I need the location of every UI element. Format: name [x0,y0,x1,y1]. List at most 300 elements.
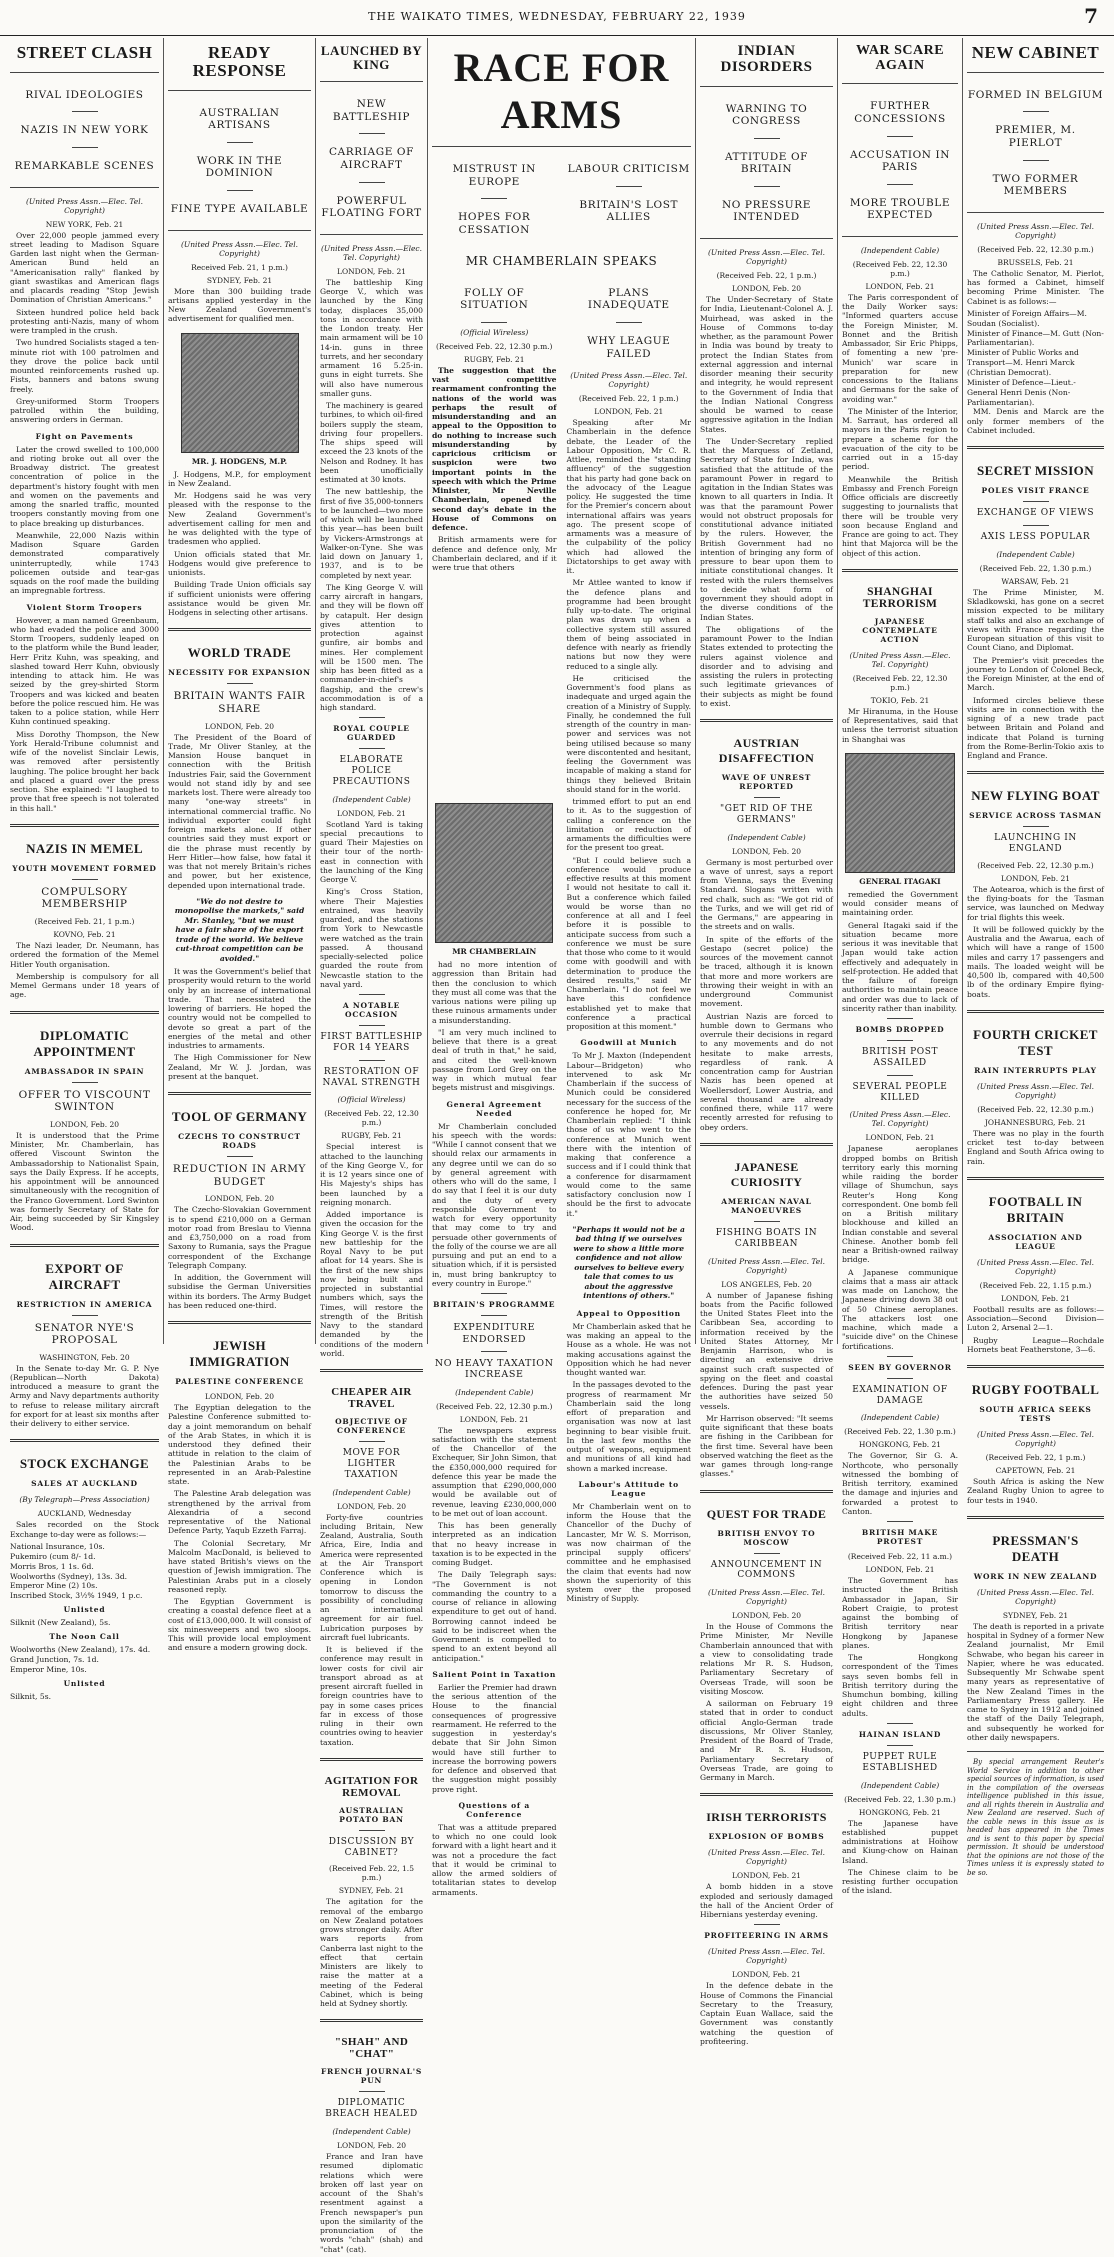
dateline: LONDON, Feb. 21 [336,808,407,818]
headline-pressmans-death: PRESSMAN'S DEATH [992,1532,1079,1564]
column-1 [6,38,164,1701]
dateline: AUCKLAND, Wednesday [37,1509,132,1519]
subhead: NO PRESSURE INTENDED [722,198,811,224]
paragraph: This has been generally interpreted as an indication that no heavy increase in taxation is to be expected in the coming Budget. [432,1521,557,1568]
subhead: BRITISH MAKE PROTEST [861,1528,939,1547]
subhead: SALES AT AUCKLAND [31,1479,138,1489]
paragraph: The Governor, Sir G. A. Northcote, who personally witnessed the bombing of British territory, examined the damage and injuries and forwarded a protest to Canton. [842,1451,958,1516]
dateline: LONDON, Feb. 21 [865,1133,935,1143]
dateline: WARSAW, Feb. 21 [1001,576,1070,586]
subhead: BRITISH ENVOY TO MOSCOW [717,1528,816,1547]
received-line: (Received Feb. 22, 1.15 p.m.) [979,1280,1092,1290]
headline-world-trade: WORLD TRADE [187,645,292,661]
subhead: AUSTRALIAN POTATO BAN [339,1805,404,1824]
subhead: WORK IN THE DOMINION [196,154,283,180]
paragraph: Later the crowd swelled to 100,000 and rioting broke out all over the Broadway district. The greatest concentration of police in the department's history fought with men and women on the pavements and among the snarled traffic, mounted troopers constantly moving from one to place breaking up disturbances. [10,444,159,528]
subhead: FIRST BATTLESHIP FOR 14 YEARS [320,1032,423,1054]
headline-irish-terrorists: IRISH TERRORISTS [706,1810,827,1825]
subhead: BOMBS DROPPED [855,1025,945,1035]
paragraph: He criticised the Government's food plans as inadequate and urged again the creation of a Ministry of Supply. Finally, he condemned the full strength of the country in man-power and services was not being utilised because so many were discontented and hesitant, feeling the Government was incapable of making a stand for things they believed Britain should stand for in the world. [566,673,691,794]
paragraph: Japanese aeroplanes dropped bombs on British territory early this morning while raiding the border village of Shumchun, says Reuter's Hong Kong correspondent. One bomb fell on a British military blockhouse and killed an Indian constable and several Chinese. Another bomb fell near a British-owned railway bridge. [842,1144,958,1265]
dateline: LONDON, Feb. 20 [731,846,802,856]
headline-race-for-arms: RACE FOR ARMS [453,45,670,137]
subhead: RAIN INTERRUPTS PLAY [974,1065,1097,1075]
subhead: POWERFUL FLOATING FORT [321,194,422,220]
subhead: BRITAIN WANTS FAIR SHARE [173,690,306,715]
paragraph: It is believed if the conference may result in lower costs for civil air transport abroad as at present aircraft fuelled in foreign countries have to pay in some cases prices far in excess of those ruling in their own countries owing to heavier taxation. [320,1645,423,1747]
paragraph: Sixteen hundred police held back protesting anti-Nazis, many of whom were trampled in the crush. [10,307,159,336]
paragraph: The Government has instructed the British Ambassador in Japan, Sir Robert Craigie, to protest against the bombing of British territory near Hongkong by Japanese planes. [842,1576,958,1650]
stock-line: Grand Junction, 7s. 1d. [10,1654,99,1664]
paragraph: Forty-five countries including Britain, New Zealand, Australia, South Africa, Eire, India and America were represented at the Air Transport Conference which is opening in London tomorrow to discuss the possibility of concluding an international agreement for air fuel. Lubrication purposes by aircraft fuel lubricants. [320,1512,423,1642]
paragraph: The Palestine Arab delegation was strengthened by the arrival from Alexandria of a second representative of the National Defence Party, Yaqub Ezzeth Farraj. [168,1489,311,1536]
cabinet-line: Minister of Defence—Lieut.-General Henri Denis (Non-Parliamentarian). [967,377,1076,407]
photo-caption: MR CHAMBERLAIN [452,947,537,957]
received-line: (Received Feb. 22, 1.30 p.m.) [844,1794,956,1804]
paragraph: The Aotearoa, which is the first of the flying-boats for the Tasman service, was launched on Medway for trial flights this week. [967,884,1104,922]
subhead: DISCUSSION BY CABINET? [328,1836,415,1858]
subhead: WAVE OF UNREST REPORTED [721,773,812,792]
credit-line: (United Press Assn.—Elec. Tel. Copyright) [976,1430,1094,1449]
headline-agitation-for-removal: AGITATION FOR REMOVAL [324,1774,419,1799]
dateline: SYDNEY, Feb. 21 [1002,1610,1069,1620]
received-line: (Received Feb. 22, 1.5 p.m.) [329,1864,414,1883]
newspaper-title: THE WAIKATO TIMES, WEDNESDAY, FEBRUARY 22, 1939 [368,10,746,23]
paragraph: Sales recorded on the Stock Exchange to-day were as follows:— [10,1520,159,1539]
paragraph: The President of the Board of Trade, Mr Oliver Stanley, at the Mansion House banquet in connection with the British Industries Fair, said the Government would not stand idly by and see markets lost. There were already too many "one-way streets" in international commercial traffic. No individual exporter could fight foreign markets alone. If other countries said they must export or die the phrase must recently by Herr Hitler—how false, how fatal it was that not merely Britain's riches and power, but her existence, depended upon international trade. [168,732,311,890]
headline-shanghai-terrorism: SHANGHAI TERRORISM [862,585,938,610]
received-line: Received Feb. 21, 1 p.m.) [191,262,288,272]
credit-line: (Independent Cable) [860,245,940,255]
received-line: (Received Feb. 22, 12.30 p.m.) [977,1104,1094,1114]
subhead: OBJECTIVE OF CONFERENCE [335,1417,408,1436]
dateline: SYDNEY, Feb. 21 [206,275,273,285]
dateline: LONDON, Feb. 21 [731,1871,802,1881]
subhead: POLES VISIT FRANCE [981,486,1090,496]
dateline: LONDON, Feb. 21 [336,266,407,276]
received-line: (Received Feb. 22, 1 p.m.) [578,394,679,404]
subhead: EXAMINATION OF DAMAGE [852,1384,948,1406]
received-line: (Received Feb. 21, 1 p.m.) [34,917,135,927]
subhead: RESTORATION OF NAVAL STRENGTH [322,1066,421,1088]
received-line: (Received Feb. 22, 12.30 p.m.) [436,341,553,351]
credit-line: (Independent Cable) [996,549,1075,559]
headline-new-cabinet: NEW CABINET [971,43,1100,62]
stock-line: Pukemiro (cum 8/- 1d. [10,1551,96,1561]
stock-line: Emperor Mine, 10s. [10,1664,87,1674]
dateline: LONDON, Feb. 21 [459,1414,529,1424]
dateline: LONDON, Feb. 20 [204,721,275,731]
dateline: LONDON, Feb. 20 [336,1501,407,1511]
paragraph: The death is reported in a private hospital in Sydney of a former New Zealand journalist, Mr Emil Schwabe, who began his career in Napier, where he was educated. Subsequently Mr Schwabe spent many years as representative of the New Zealand Times in the Parliamentary Press gallery. He came to Sydney in 1912 and joined the staff of the Daily Telegraph, and subsequently he worked for other daily newspapers. [967,1621,1104,1742]
paragraph: The Prime Minister, M. Skladkowski, has gone on a secret mission expected to be military staff talks and also an exchange of views with France regarding the European situation of this visit to Count Ciano, and Diplomat. [967,587,1104,653]
paragraph: Mr Harrison observed: "It seems quite significant that these boats are fishing in the Caribbean for the first time. Several have been observed watching the fleet as the war games through long-range glasses." [700,1413,833,1479]
credit-line: (Independent Cable) [332,2127,411,2136]
dateline: WASHINGTON, Feb. 20 [39,1352,130,1362]
paragraph: That was a attitude prepared to which no one could look forward with a light heart and it was not a procedure the fact that it would be criminal to allow the armed soldiers of totalitarian states to develop armaments. [432,1822,557,1897]
subhead: SEEN BY GOVERNOR [848,1362,952,1372]
dateline: HONGKONG, Feb. 21 [858,1807,942,1817]
paragraph: The High Commissioner for New Zealand, Mr W. J. Jordan, was present at the banquet. [168,1053,311,1081]
section-subhead: Fight on Pavements [35,431,134,441]
paragraph: British armaments were for defence and defence only, Mr Chamberlain declared, and if it were true that others [432,535,557,573]
credit-line: (Independent Cable) [332,794,411,804]
headline-ready-response: READY RESPONSE [192,43,287,80]
section-subhead: Appeal to Opposition [576,1308,681,1318]
paragraph: Miss Dorothy Thompson, the New York Herald-Tribune columnist and wife of the novelist Sinclair Lewis, was removed after persistently laughing. The police brought her back and placed a guard over the press section. She explained: "I laughed to prove that free speech is not tolerated in this hall." [10,729,159,813]
paragraph: Mr Chamberlain concluded his speech with the words: "While I cannot consent that we should relax our armaments in any degree until we can do so by general agreement with others who will do the same, I do say that I feel it is our duty and the duty of every responsible Government to watch for every opportunity that may come to try and persuade other governments of the folly of the course we are all pursuing and put an end to a situation which, if it is persisted in, must bring bankruptcy to every country in Europe." [432,1121,557,1288]
subhead: NECESSITY FOR EXPANSION [168,668,311,678]
paragraph: Membership is compulsory for all Memel Germans under 18 years of age. [10,971,159,1000]
headline-japanese-curiosity: JAPANESE CURIOSITY [730,1159,803,1189]
credit-line: (United Press Assn.—Elec. Tel. Copyright) [976,221,1094,240]
headline-nazis-memel: NAZIS IN MEMEL [26,840,143,856]
subhead: FORMED IN BELGIUM [967,88,1104,101]
paragraph: Speaking after Mr Chamberlain in the defence debate, the Leader of the Labour Opposition, Mr C. R. Attlee, reminded the "standing affluency" of the suggestion that his party had gone back on the advocacy of the League policy. He suggested the time for the Premier's concern about international affairs was years ago. The present scope of armaments was a measure of the culpability of the policy which had allowed the Dictatorships to get away with it. [566,418,691,576]
subhead: EXPENDITURE ENDORSED [453,1322,536,1345]
paragraph: Informed circles believe these visits are in connection with the signing of a new trade pact between Britain and Poland and indicate that Poland is turning from the Rome-Berlin-Tokio axis to England and France. [967,695,1104,760]
paragraph: The Nazi leader, Dr. Neumann, has ordered the formation of the Memel Hitler Youth organisation. [10,941,159,969]
cabinet-line: Minister of Foreign Affairs—M. Soudan (Socialist). [967,308,1087,328]
dateline: JOHANNESBURG, Feb. 21 [984,1117,1087,1127]
credit-line: (Official Wireless) [337,1095,406,1105]
headline-football-in-britain: FOOTBALL IN BRITAIN [988,1193,1083,1225]
subhead: OFFER TO VISCOUNT SWINTON [18,1088,151,1114]
section-subhead: Goodwill at Munich [580,1038,678,1048]
paragraph: The Colonial Secretary, Mr Malcolm MacDonald, is believed to have stated British's views on the question of Jewish immigration. The Palestinian Arabs put in a closely reasoned reply. [168,1538,311,1594]
credit-line: (United Press Assn.—Elec. Tel. Copyright) [849,650,951,669]
paragraph: Two hundred Socialists staged a ten-minute riot with 100 patrolmen and they drove the police back until mounted reinforcements rushed up. Fists, banners and batons swung freely. [10,338,159,394]
subhead: FISHING BOATS IN CARIBBEAN [715,1227,818,1249]
subhead: FURTHER CONCESSIONS [854,100,946,125]
dateline: LONDON, Feb. 20 [731,1611,802,1621]
headline-tool-of-germany: TOOL OF GERMANY [171,1109,308,1125]
credit-line: (Official Wireless) [460,327,529,337]
subhead: ELABORATE POLICE PRECAUTIONS [332,755,411,787]
received-line: (Received Feb. 22, 1 p.m.) [985,1453,1086,1463]
paragraph: Austrian Nazis are forced to humble down to Germans who overrule their decisions in regard to any movements and do not hesitate to make arrests, regardless of rank. A concentration camp for Austrian Nazis has been opened at Woellersdorf, Lower Austria, and several thousand are already confined there, while 117 were recently arrested for refusing to obey orders. [700,1011,833,1132]
column-4-lead-story [428,38,696,1897]
subhead: EXPLOSION OF BOMBS [708,1832,825,1842]
paragraph: The Premier's visit precedes the journey to London of Colonel Beck, the Foreign Minister, at the end of March. [967,655,1104,693]
paragraph: Football results are as follows:— Association—Second Division—Luton 2, Arsenal 2—1. [967,1304,1104,1333]
paragraph: MM. Denis and Marck are the only former members of the Cabinet included. [967,407,1104,435]
paragraph: Grey-uniformed Storm Troopers patrolled within the building, answering orders in German. [10,396,159,425]
dateline: CAPETOWN, Feb. 21 [995,1466,1076,1476]
paragraph: In the defence debate in the House of Commons the Financial Secretary to the Treasury, Captain Euan Wallace, said the Government was constantly watching the question of profiteering. [700,1981,833,2046]
headline-indian-disorders: INDIAN DISORDERS [720,43,813,75]
column-5 [696,38,838,2046]
headline-launched-by-king: LAUNCHED BY KING [320,43,423,72]
paragraph: France and Iran have resumed diplomatic relations which were broken off last year on account of the Shah's resentment against a French newspaper's pun upon the similarity of the pronunciation of the words "chah" (shah) and "chat" (cat). [320,2152,423,2254]
subhead: LAUNCHING IN ENGLAND [994,833,1077,855]
dateline: LONDON, Feb. 20 [336,2141,407,2150]
credit-line: (United Press Assn.—Elec. Tel. Copyright) [707,248,825,267]
credit-line: (United Press Assn.—Elec. Tel. Copyright) [976,1587,1094,1606]
paragraph: The Chinese claim to be resisting further occupation of the island. [842,1867,958,1896]
credit-line: (United Press Assn.—Elec. Tel. Copyright) [180,239,298,258]
stock-line: Silknit (New Zealand), 5s. [10,1618,111,1628]
paragraph: Earlier the Premier had drawn the serious attention of the House to the financial consequences of progressive rearmament. He referred to the suggestion in yesterday's debate that Sir John Simon would have still further to increase the borrowing powers for defence and observed that the suggestion might possibly prove right. [432,1682,557,1794]
paragraph: Mr Hiranuma, in the House of Representatives, said that unless the terrorist situation in Shanghai was [842,706,958,744]
dateline: LOS ANGELES, Feb. 20 [721,1279,812,1289]
headline-austrian-disaffection: AUSTRIAN DISAFFECTION [718,736,815,766]
subhead: REDUCTION IN ARMY BUDGET [172,1163,307,1188]
paragraph: Mr. Hodgens said he was very pleased with the response to the New Zealand Government's advertisement calling for men and he was delighted with the type of tradesmen who applied. [168,491,311,547]
pull-quote: "We do not desire to monopolise the markets," said Mr. Stanley, "but we must have a fair share of the export trade of the world. We believe cut-throat competition can be avoided." [174,896,305,963]
paragraph: The Hongkong correspondent of the Times says seven bombs fell in British territory during the Shumchun bombing, killing eight children and three adults. [842,1653,958,1718]
subhead: DIPLOMATIC BREACH HEALED [325,2098,418,2120]
subhead: RIVAL IDEOLOGIES [25,88,144,101]
headline-quest-for-trade: QUEST FOR TRADE [706,1506,827,1521]
dateline: LONDON, Feb. 21 [594,407,664,417]
paragraph: A Japanese communique claims that a mass air attack was made on Lanchow, the Japanese driving down 38 out of 50 Chinese aeroplanes. The attackers lost one machine, which made a "suicide dive" on the Chinese fortifications. [842,1267,958,1351]
subhead: CZECHS TO CONSTRUCT ROADS [178,1132,301,1151]
paragraph: The Czecho-Slovakian Government is to spend £210,000 on a German motor road from Breslau to Vienna and £3,750,000 on a road from Saxony to Rumania, says the Prague correspondent of the Exchange Telegraph Company. [168,1205,311,1270]
paragraph: Over 22,000 people jammed every street leading to Madison Square Garden last night when the German-American Bund held an "Americanisation rally" flanked by giant swastikas and American flags and placards reading "Stop Jewish Domination of Christian Americans." [10,230,159,305]
cabinet-line: Minister of Finance—M. Gutt (Non-Parliamentarian). [967,328,1104,348]
paragraph: remedied the Government would consider means of maintaining order. [842,889,958,918]
paragraph: Rugby League—Rochdale Hornets beat Featherstone, 3—6. [967,1335,1104,1354]
subhead: PROFITEERING IN ARMS [704,1931,829,1941]
paragraph: "I am very much inclined to believe that there is a great deal of truth in that," he said, and cited the well-known passage from Lord Grey on the way in which mutual fear begets mistrust and misgivings. [432,1027,557,1093]
subhead: WARNING TO CONGRESS [725,102,808,128]
section-subhead: General Agreement Needed [446,1099,542,1118]
chamberlain-photo [435,803,553,943]
credit-line: (Independent Cable) [860,1413,940,1423]
dateline: LONDON, Feb. 21 [865,281,935,291]
subhead: LABOUR CRITICISM [567,163,690,175]
subhead: JAPANESE CONTEMPLATE ACTION [862,616,938,644]
lead-subheads [432,153,691,244]
paragraph: Mr Chamberlain went on to inform the House that the Chancellor of the Duchy of Lancaster, Mr W. S. Morrison, was now chairman of the principal supply officers' committee and he emphasised the claim that events had now shown the superiority of this system over the proposed Ministry of Supply. [566,1501,691,1604]
lead-body-top [432,277,691,797]
subhead: AMERICAN NAVAL MANOEUVRES [721,1196,812,1215]
itagaki-photo [845,753,955,873]
masthead [0,0,1114,36]
paragraph: Special interest is attached to the launching of the King George V., for it is 12 years since one of His Majesty's ships has been launched by a reigning monarch. [320,1142,423,1207]
headline-fourth-cricket-test: FOURTH CRICKET TEST [973,1026,1098,1058]
received-line: (Received Feb. 22, 12.30 p.m.) [852,673,948,692]
credit-line: (Independent Cable) [332,1487,411,1497]
paragraph: The Egyptian delegation to the Palestine Conference submitted to-day a joint memorandum on behalf of the Arab States, in which it is understood they defined their attitude in relation to the claim of the Palestinian Arabs to be represented in an Arab-Palestine state. [168,1403,311,1487]
credit-line: (United Press Assn.—Elec. Tel. Copyright) [707,1947,825,1966]
subhead: ATTITUDE OF BRITAIN [724,150,809,176]
section-subhead: Salient Point in Taxation [432,1669,557,1679]
paragraph: Union officials stated that Mr. Hodgens would give preference to unionists. [168,549,311,578]
subhead: PREMIER, M. PIERLOT [995,124,1076,150]
section-subhead: Questions of a Conference [458,1800,530,1819]
section-subhead: Unlisted [63,1605,106,1615]
credit-line: (United Press Assn.—Elec. Tel. Copyright) [321,243,422,262]
dateline: HONGKONG, Feb. 21 [858,1440,942,1450]
paragraph: Added importance is given the occasion for the King George V. is the first new battleship for the Royal Navy to be put afloat for 14 years. She is the first of the new ships now being built and projected in substantial numbers which, says the Times, will restore the strength of the British Navy to the standard demanded by the conditions of the modern world. [320,1210,423,1358]
column-7 [963,38,1108,1877]
paragraph: South Africa is asking the New Zealand Rugby Union to agree to four tests in 1940. [967,1477,1104,1505]
credit-line: (By Telegraph—Press Association) [19,1495,150,1505]
subhead: COMPULSORY MEMBERSHIP [41,885,128,911]
paragraph: J. Hodgens, M.P., for employment in New Zealand. [168,469,311,488]
paragraph: The new battleship, the first of five 35,000-tonners to be launched—two more of which will be launched this year—has been built by Vickers-Armstrongs at Walker-on-Tyne. She was laid down on January 1, 1937, and is to be completed by next year. [320,487,423,580]
subhead: MOVE FOR LIGHTER TAXATION [342,1448,401,1480]
credit-line: (United Press Assn.—Elec. Tel. Copyright) [976,1257,1094,1276]
subhead: BRITAIN'S LOST ALLIES [579,198,679,224]
subhead: BRITISH POST ASSAILED [861,1047,939,1068]
dateline: RUGBY, Feb. 21 [464,354,525,364]
headline-secret-mission: SECRET MISSION [977,463,1094,479]
paragraph: In addition, the Government will subsidise the German Universities within its borders. The Army Budget has been reduced one-third. [168,1273,311,1310]
stock-line: Morris Bros, 1 1s. 6d. [10,1561,94,1571]
copyright-footnote: By special arrangement Reuter's World Service in addition to other special sources of information, is used in the compilation of the overseas intelligence published in this issue, and all rights therein in Australia and New Zealand are reserved. Such of the cable news in this issue as is headed has appeared in the Times and is sent to this paper by special permission. It should be understood that the opinions are not those of the Times unless it is expressly stated to be so. [967,1758,1104,1877]
received-line: (Received Feb. 22, 1 p.m.) [716,271,817,281]
subhead: "GET RID OF THE GERMANS" [719,804,814,825]
received-line: (Received Feb. 22, 1.30 p.m.) [844,1427,956,1437]
photo-caption: GENERAL ITAGAKI [859,876,941,886]
paragraph: The suggestion that the vast competitive rearmament confronting the nations of the world was perhaps the result of misunderstanding and an appeal to the Opposition to do nothing to increase such misunderstanding by capricious criticism or suspicion were two important points in the speech with which the Prime Minister, Mr Neville Chamberlain, opened the second day's debate in the House of Commons on defence. [432,365,557,533]
subhead: MISTRUST IN EUROPE [452,163,536,188]
paragraph: Meanwhile the British Embassy and French Foreign Office officials are discreetly suggesting to journalists that there will be trouble very soon because England and France are going to act. They hint that Majorca will be the object of this action. [842,474,958,558]
paragraph: The Under-Secretary replied that the Marquess of Zetland, Secretary of State for India, was satisfied that the attitude of the paramount Power in regard to agitation in the Indian States was known to all quarters in India. It was that the paramount Power would not obstruct proposals for constitutional advance initiated by the rulers. However, the British Government had no intention of bringing any form of pressure to bear upon them to initiate constitutional changes. It rested with the rulers themselves to decide what form of government they should adopt in the diverse conditions of the Indian States. [700,436,833,622]
headline-jewish-immigration: JEWISH IMMIGRATION [189,1338,290,1370]
dateline: KOVNO, Feb. 21 [53,930,116,940]
column-6 [838,38,963,1896]
section-subhead: Labour's Attitude to League [578,1479,679,1498]
stock-line: Woolworths (New Zealand), 17s. 4d. [10,1644,151,1654]
credit-line: (Independent Cable) [727,832,806,842]
headline-street-clash: STREET CLASH [16,43,153,62]
paragraph: In the passages devoted to the progress of rearmament Mr Chamberlain said the long effort of preparation and organisation was now at last beginning to bear visible fruit. In the last few months the output of weapons, equipment and munitions of all kind had shown a marked increase. [566,1380,691,1473]
paragraph: In spite of the efforts of the Gestapo (secret police) the sources of the movement cannot be traced, although it is known that more and more workers are throwing their weight in with an underground Communist movement. [700,934,833,1009]
paragraph: Scotland Yard is taking special precautions to guard Their Majesties on their tour of the north-east in connection with the launching of the King George V. [320,819,423,885]
dateline: BRUSSELS, Feb. 21 [997,257,1074,267]
subhead: TWO FORMER MEMBERS [992,172,1079,198]
dateline: NEW YORK, Feb. 21 [45,219,124,229]
columns [6,38,1108,2254]
subhead: WHY LEAGUE FAILED [587,334,671,360]
subhead: PUPPET RULE ESTABLISHED [862,1751,938,1773]
paragraph: A sailorman on February 19 stated that in order to conduct official Anglo-German trade discussions, Mr Oliver Stanley, President of the Board of Trade, and Mr R. S. Hudson, Parliamentary Secretary of Overseas Trade, are going to Germany in March. [700,1699,833,1783]
cabinet-line: Minister of Public Works and Transport—M. Henri Marck (Christian Democrat). [967,348,1079,377]
credit-line: (United Press Assn.—Elec. Tel. Copyright) [570,371,688,390]
subhead: FRENCH JOURNAL'S PUN [320,2067,423,2086]
stock-line: Inscribed Stock, 3½% 1949, 1 p.c. [10,1591,143,1601]
subhead: PLANS INADEQUATE [587,286,670,312]
stock-line: Silknit, 5s. [10,1691,52,1701]
credit-line: (Independent Cable) [860,1780,940,1790]
paragraph: It is understood that the Prime Minister, Mr. Chamberlain, has offered Viscount Swinton the Ambassadorship to Nationalist Spain, says the Daily Express. If he accepts, his appointment will be announced simultaneously with the recognition of the Franco Government. Lord Swinton was formerly Secretary of State for Air, being succeeded by Sir Kingsley Wood. [10,1130,159,1233]
subhead: NAZIS IN NEW YORK [20,124,149,137]
subhead: A NOTABLE OCCASION [342,1001,401,1020]
headline-shah-and-chat: "SHAH" AND "CHAT" [334,2036,409,2061]
dateline: LONDON, Feb. 20 [731,284,802,294]
credit-line: (United Press Assn.—Elec. Tel. Copyright) [849,1110,951,1129]
credit-line: (United Press Assn.—Elec. Tel. Copyright) [707,1848,825,1867]
paragraph: Mr Attlee wanted to know if the defence plans and programme had been brought fully up-to-date. The original plan was drawn up when a collective system still assured them of being associated in defence with nearly as friendly nations but now they were reduced to a single ally. [566,578,691,671]
subhead: MORE TROUBLE EXPECTED [849,196,951,222]
subhead: FOLLY OF SITUATION [460,286,529,312]
subhead: SENATOR NYE'S PROPOSAL [34,1321,135,1347]
dateline: LONDON, Feb. 20 [49,1119,120,1129]
section-subhead: Unlisted [63,1678,106,1688]
received-line: (Received Feb. 22, 11 a.m.) [847,1552,953,1562]
headline-new-flying-boat: NEW FLYING BOAT [971,788,1100,804]
received-line: (Received Feb. 22, 12.30 p.m.) [436,1401,553,1411]
dateline: TOKIO, Feb. 21 [870,695,930,705]
stock-line: National Insurance, 10s. [10,1541,105,1551]
subhead: ROYAL COUPLE GUARDED [333,724,410,743]
subhead: SERVICE ACROSS TASMAN [969,811,1102,821]
credit-line: (United Press Assn.—Elec. Tel. Copyright) [976,1081,1094,1100]
subhead: CARRIAGE OF AIRCRAFT [328,146,415,172]
dateline: LONDON, Feb. 20 [204,1392,275,1402]
paragraph: More than 300 building trade artisans applied yesterday in the New Zealand Government's advertisement for qualified men. [168,286,311,324]
dateline: LONDON, Feb. 21 [865,1565,935,1575]
pull-quote: "Perhaps it would not be a bad thing if we ourselves were to show a little more confidence and not allow ourselves to believe every tale that comes to us about the aggressive intentions of others." [572,1224,685,1301]
subhead-wide: MR CHAMBERLAIN SPEAKS [465,254,658,269]
paragraph: Building Trade Union officials say if sufficient unionists were offering assistance would be given Mr. Hodgens in selecting other artisans. [168,580,311,618]
subhead: AUSTRALIAN ARTISANS [199,106,280,132]
paragraph: The Catholic Senator, M. Pierlot, has formed a Cabinet, himself becoming Prime Minister. The Cabinet is as follows:— [967,268,1104,306]
credit-line: (United Press Assn.—Elec. Tel. Copyright) [25,196,143,215]
paragraph: Meanwhile, 22,000 Nazis within Madison Square Garden demonstrated comparatively uninterruptedly, while 1743 policemen outside and tear-gas squads on the roof made the building an impregnable fortress. [10,530,159,596]
subhead: SOUTH AFRICA SEEKS TESTS [979,1405,1092,1424]
paragraph: King's Cross Station, where Their Majesties entrained, was heavily guarded, and the stations from York to Newcastle were watched as the train passed. A thousand specially-selected police guarded the route from Newcastle station to the naval yard. [320,887,423,989]
paragraph: There was no play in the fourth cricket test to-day between England and South Africa owing to rain. [967,1128,1104,1166]
paragraph: The Japanese have established puppet administrations at Hoihow and Kiung-chow on Hainan Island. [842,1818,958,1865]
headline-stock-exchange: STOCK EXCHANGE [19,1456,150,1472]
photo-caption: MR. J. HODGENS, M.P. [191,456,288,466]
subhead: NO HEAVY TAXATION INCREASE [434,1357,554,1381]
paragraph: The Under-Secretary of State for India, Lieutenant-Colonel A. J. Muirhead, was asked in the House of Commons to-day whether, as the paramount Power in India was bound by treaty to protect the Indian States from external aggression and internal disorder meaning their security and integrity, he would represent to the Government of India that the Indian National Congress should be warned to cease aggressive agitation in the Indian States. [700,295,833,434]
headline-war-scare-again: WAR SCARE AGAIN [855,43,945,73]
paragraph: The obligations of the paramount Power to the Indian States extended to protecting the rulers against violence and disorder and to advising and assisting the rulers in protecting such legitimate grievances of their subjects as might be found to exist. [700,624,833,708]
subhead: ANNOUNCEMENT IN COMMONS [710,1559,823,1581]
dateline: RUGBY, Feb. 21 [341,1131,402,1141]
subhead: PALESTINE CONFERENCE [175,1377,304,1387]
paragraph: had no more intention of aggression than Britain had then the conclusion to which they must all come was that the various nations were piling up these ruinous armaments under a misunderstanding. [432,960,557,1025]
section-subhead: The Noon Call [49,1631,120,1641]
paragraph: The King George V. will carry aircraft in hangars, and they will be flown off by catapult. Her design gives attention to protection against gunfire, air bombs and mines. Her complement will be 1500 men. The ship has been fitted as a commander-in-chief's flagship, and the crew's accommodation is of a high standard. [320,582,423,713]
headline-export-aircraft: EXPORT OF AIRCRAFT [45,1260,124,1292]
column-3 [316,38,428,2254]
subhead: REMARKABLE SCENES [14,160,155,173]
paragraph: Germany is most perturbed over a wave of unrest, says a report from Vienna, says the Evening Standard. Slogans written with red chalk, such as: "We got rid of the Turks, and we will get rid of the Germans," are appearing in the streets and on walls. [700,857,833,932]
received-line: (Received Feb. 22, 12.30 p.m.) [977,244,1094,254]
paragraph: It was the Government's belief that prosperity would return to the world only by an increase of international trade. That necessitated the lowering of barriers. He hoped the country would not be compelled to devote so great a part of the energies of the metal and other industries to armaments. [168,967,311,1051]
subhead: AXIS LESS POPULAR [980,531,1091,542]
paragraph: In the Senate to-day Mr. G. P. Nye (Republican—North Dakota) introduced a measure to grant the Army and Navy departments authority to refuse to release military aircraft for export for at least six months after their delivery to either service. [10,1363,159,1429]
paragraph: General Itagaki said if the situation became more serious it was inevitable that Japan would take action effectively and adequately in self-protection. He added that the failure of foreign authorities to maintain peace and order was due to lack of sincerity rather than inability. [842,920,958,1013]
portrait-photo [181,333,299,453]
subhead: AMBASSADOR IN SPAIN [24,1066,145,1076]
paragraph: A bomb hidden in a stove exploded and seriously damaged the hall of the Ancient Order of Hibernians yesterday evening. [700,1882,833,1920]
page-number: 7 [1084,4,1098,28]
paragraph: The newspapers express satisfaction with the statement of the Chancellor of the Exchequer, Sir John Simon, that the £350,000,000 required for defence this year be made the assumption that £290,000,000 would be available out of revenue, leaving £230,000,000 to be met out of loan account. [432,1425,557,1518]
dateline: LONDON, Feb. 21 [1000,873,1071,883]
paragraph: Mr Chamberlain asked that he was making an appeal to the House as a whole. He was not making accusations against the Opposition which he had never thought wanted war. [566,1321,691,1378]
paragraph: The Paris correspondent of the Daily Worker says: "Informed quarters accuse the Foreign Minister, M. Bonnet and the British Ambassador, Sir Eric Phipps, of fomenting a new 'pre-Munich' war scare in preparation for new concessions to the Italians and Germans for the sake of avoiding war." [842,292,958,404]
paragraph: The Egyptian Government is creating a coastal defence fleet at a cost of £13,000,000. It will consist of six minesweepers and two sloops. This will provide local employment and ensure a modern growing dock. [168,1597,311,1653]
subhead: WORK IN NEW ZEALAND [973,1571,1098,1581]
column-2 [164,38,316,1653]
subhead: HOPES FOR CESSATION [458,211,531,236]
paragraph: The Daily Telegraph says: "The Government is not commanding the country to a course of reliance in allowing expenditure to get out of hand. Borrowing cannot indeed be said to be indiscreet when the Government is compelled to spend to an extent beyond all anticipation." [432,1570,557,1663]
paragraph: The machinery is geared turbines, to which oil-fired boilers supply the steam, driving four propellers. The ships speed will exceed the 23 knots of the Nelson and Rodney. It has been unofficially estimated at 30 knots. [320,401,423,485]
subhead: RESTRICTION IN AMERICA [16,1299,153,1309]
headline-cheaper-air-travel: CHEAPER AIR TRAVEL [331,1386,412,1411]
subhead: YOUTH MOVEMENT FORMED [12,863,157,873]
dateline: LONDON, Feb. 21 [1000,1293,1071,1303]
